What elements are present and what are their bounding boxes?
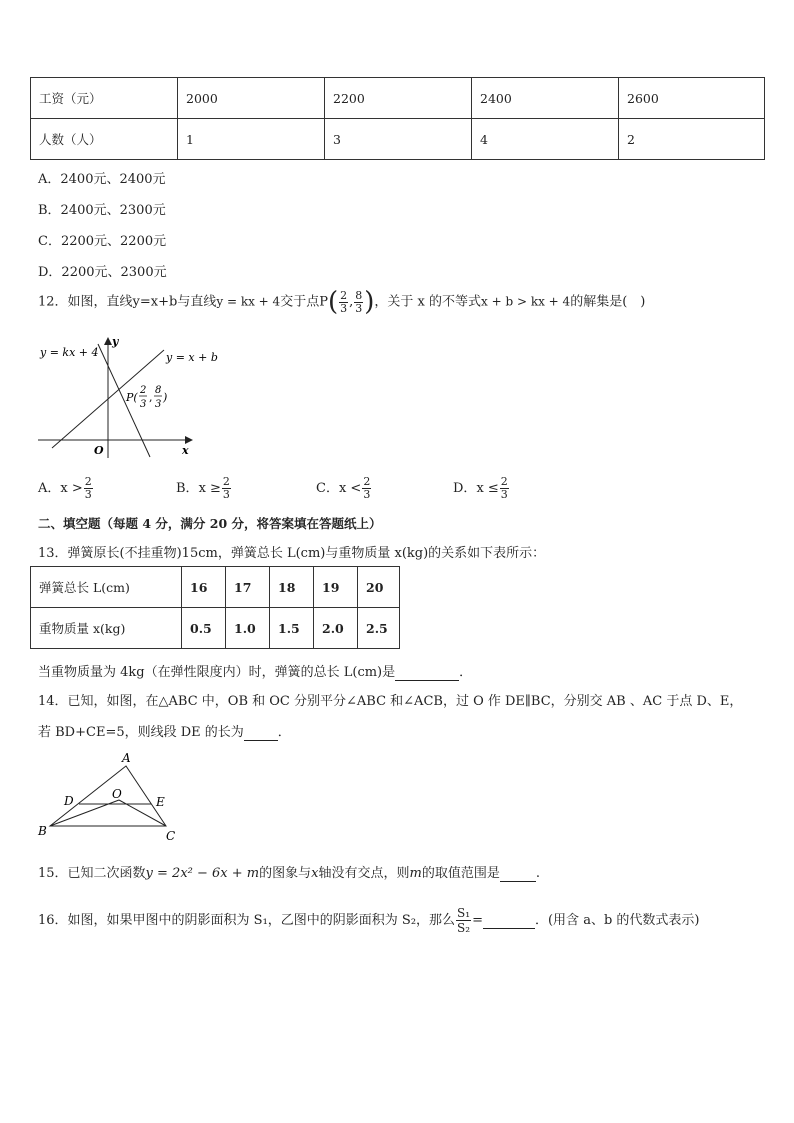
q13-question: 当重物质量为 4kg（在弹性限度内）时，弹簧的总长 L(cm)是 ． [38, 665, 473, 680]
table-cell: 2.0 [314, 608, 358, 649]
q16-stem: 16．如图，如果甲图中的阴影面积为 S₁，乙图中的阴影面积为 S₂，那么 $\frac{\text{S₁}}{\text{S₂}}$ = ．(用含 a、b 的代数式表示) [38, 906, 700, 935]
q12-text: 12．如图，直线 [38, 294, 133, 310]
label-o: O [112, 787, 122, 801]
answer-blank[interactable] [500, 866, 536, 882]
label-c: C [166, 829, 176, 843]
table-cell: 弹簧总长 L(cm) [31, 567, 182, 608]
q12-option-d: D．x ≤ $\frac{2}{3}$ [453, 475, 508, 501]
q12-fraction-y: $\frac{8}{3}$ [355, 288, 363, 315]
q14-triangle-figure [30, 748, 190, 848]
table-cell: 4 [472, 119, 619, 160]
q16-fraction: $\frac{\text{S₁}}{\text{S₂}}$ [457, 906, 471, 935]
label-p-num1: 2 [140, 385, 147, 396]
table-cell: 2 [619, 119, 765, 160]
table-cell: 2400 [472, 78, 619, 119]
q12-paren: ( [327, 287, 339, 317]
answer-blank[interactable] [483, 913, 535, 929]
table-cell: 19 [314, 567, 358, 608]
table-cell: 1.0 [226, 608, 270, 649]
q12-comma: , [349, 294, 354, 310]
label-p-den1: 3 [140, 399, 147, 410]
table-cell: 20 [358, 567, 400, 608]
label-o: O [94, 444, 104, 457]
label-x: x [182, 444, 189, 457]
table-row [31, 119, 765, 160]
q12-stem [38, 287, 645, 317]
spring-table [30, 566, 400, 649]
q12-eq2: y = kx + 4 [216, 294, 281, 309]
q12-option-a: A．x > $\frac{2}{3}$ [38, 475, 92, 501]
table-row [31, 608, 400, 649]
table-cell: 2000 [178, 78, 325, 119]
q12-graph-figure [30, 330, 218, 460]
q12-option-fraction: $\frac{2}{3}$ [222, 475, 230, 501]
q12-text: 交于点P [280, 294, 328, 310]
table-cell: 1 [178, 119, 325, 160]
salary-table [30, 77, 765, 160]
q12-eq1: y=x+b [132, 294, 178, 310]
label-p-num2: 8 [155, 385, 162, 396]
label-kx4: y = kx + 4 [40, 346, 99, 359]
table-row [31, 78, 765, 119]
label-p-den2: 3 [155, 399, 162, 410]
table-cell: 17 [226, 567, 270, 608]
q12-option-c: C．x < $\frac{2}{3}$ [316, 475, 371, 501]
q12-inequality: x + b > kx + 4 [481, 294, 571, 309]
answer-blank[interactable] [395, 665, 459, 681]
q13-stem: 13．弹簧原长(不挂重物)15cm，弹簧总长 L(cm)与重物质量 x(kg)的关系如下表所示： [38, 546, 546, 561]
table-cell: 重物质量 x(kg) [31, 608, 182, 649]
section-heading: 二、填空题（每题 4 分，满分 20 分，将答案填在答题纸上） [38, 516, 382, 531]
q15-equation: y = 2x² − 6x + m [145, 866, 260, 881]
table-cell: 16 [182, 567, 226, 608]
table-cell: 3 [325, 119, 472, 160]
q12-option-fraction: $\frac{2}{3}$ [500, 475, 508, 501]
answer-blank[interactable] [244, 725, 278, 741]
table-cell: 工资（元） [31, 78, 178, 119]
label-d: D [64, 794, 74, 808]
label-y: y [112, 335, 119, 348]
q12-option-fraction: $\frac{2}{3}$ [84, 475, 92, 501]
table-cell: 18 [270, 567, 314, 608]
q12-fraction-x: $\frac{2}{3}$ [340, 288, 348, 315]
table-row [31, 567, 400, 608]
q12-paren: ) [364, 287, 375, 317]
label-e: E [156, 795, 165, 809]
q12-text: 与直线 [177, 294, 217, 310]
q15-stem: 15．已知二次函数y = 2x² − 6x + m的图象与x轴没有交点，则m的取值范围是 . [38, 866, 540, 881]
table-cell: 2200 [325, 78, 472, 119]
q12-option-fraction: $\frac{2}{3}$ [363, 475, 371, 501]
label-a: A [122, 751, 131, 765]
q11-option-c: C．2200元、2200元 [38, 234, 167, 249]
table-cell: 2600 [619, 78, 765, 119]
q12-option-b: B．x ≥ $\frac{2}{3}$ [176, 475, 230, 501]
label-b: B [38, 824, 47, 838]
label-p: P( [126, 391, 138, 404]
q12-text: 的解集是( ) [570, 294, 646, 310]
q11-option-a: A．2400元、2400元 [38, 172, 166, 187]
table-cell: 2.5 [358, 608, 400, 649]
svg-text:,: , [149, 391, 153, 404]
q14-line1: 14．已知，如图，在△ABC 中，OB 和 OC 分别平分∠ABC 和∠ACB，过 O 作 DE∥BC，分别交 AB 、AC 于点 D、E， [38, 694, 743, 709]
table-cell: 人数（人） [31, 119, 178, 160]
q12-text: ，关于 x 的不等式 [374, 294, 481, 310]
q11-option-d: D．2200元、2300元 [38, 265, 167, 280]
q11-option-b: B．2400元、2300元 [38, 203, 166, 218]
table-cell: 0.5 [182, 608, 226, 649]
label-p-end: ) [163, 391, 168, 404]
q14-line2: 若 BD+CE=5，则线段 DE 的长为 ． [38, 725, 291, 740]
label-xb: y = x + b [166, 351, 218, 364]
table-cell: 1.5 [270, 608, 314, 649]
